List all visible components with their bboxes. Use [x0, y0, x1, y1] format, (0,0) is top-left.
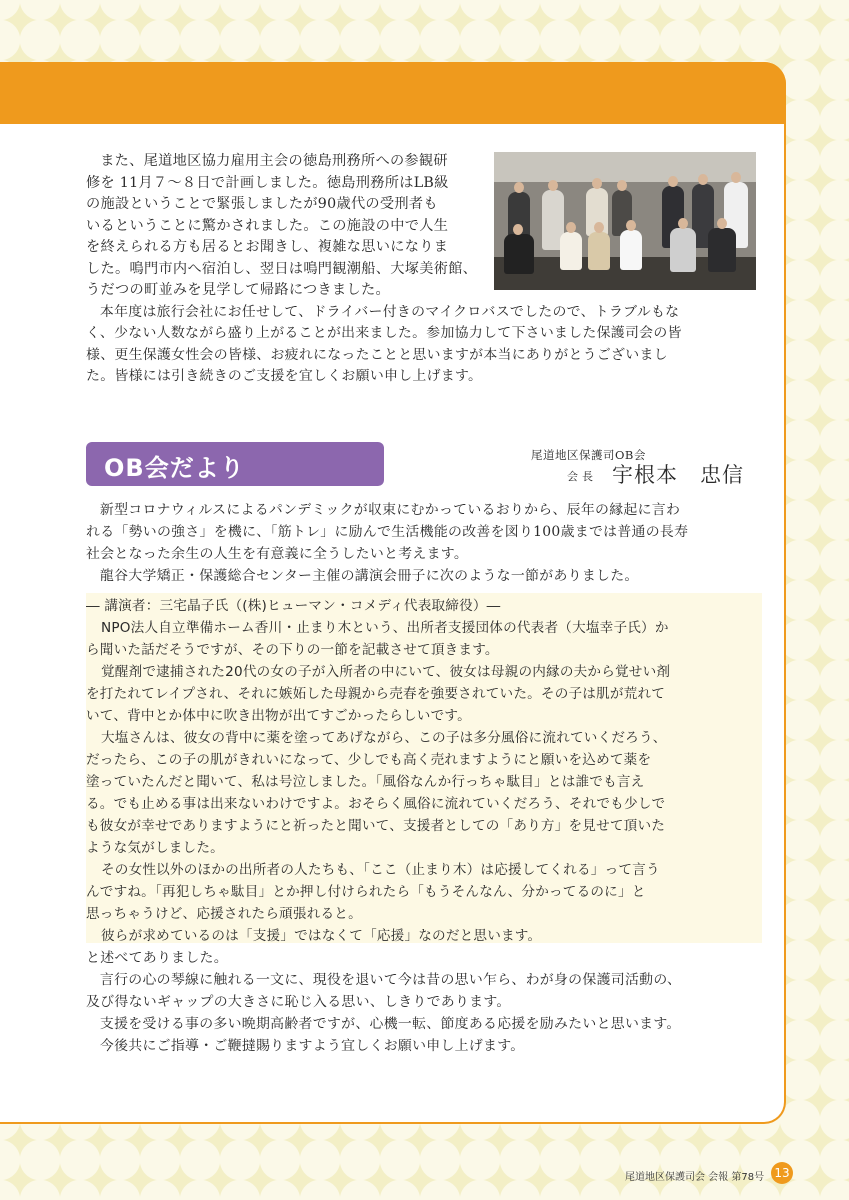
quote-line: その女性以外のほかの出所者の人たちも、「ここ（止まり木）は応援してくれる」って言う	[101, 862, 660, 878]
quote-line: 塗っていたんだと聞いて、私は号泣しました。「風俗なんか行っちゃ駄目」とは誰でも言え	[86, 774, 645, 790]
group-photo	[494, 152, 756, 290]
outro-line: 及び得ないギャップの大きさに恥じ入る思い、しきりであります。	[86, 994, 511, 1010]
article-line: く、少ない人数ながら盛り上がることが出来ました。参加協力して下さいました保護司会の皆	[86, 325, 682, 341]
outro-line: 言行の心の琴線に触れる一文に、現役を退いて今は昔の思い乍ら、わが身の保護司活動の、	[99, 972, 682, 988]
outro-line: 支援を受ける事の多い晩期高齢者ですが、心機一転、節度ある応援を励みたいと思います。	[99, 1016, 681, 1032]
author-role: 会長	[567, 470, 597, 483]
quote-line: ような気がしました。	[86, 840, 224, 856]
quote-line: ら聞いた話だそうですが、その下りの一節を記載させて頂きます。	[86, 642, 499, 658]
article-line: うだつの町並みを見学して帰路につきました。	[86, 282, 390, 298]
photo-person-head	[668, 176, 678, 187]
photo-person	[708, 228, 736, 272]
article-line: また、尾道地区協力雇用主会の徳島刑務所への参観研	[100, 153, 448, 169]
photo-person-head	[566, 222, 576, 233]
photo-person	[588, 232, 610, 270]
quote-line: 覚醒剤で逮捕された20代の女の子が入所者の中にいて、彼女は母親の内縁の夫から覚せい剤	[101, 664, 671, 680]
quote-line: んですね。「再犯しちゃ駄目」とか押し付けられたら「もうそんなん、分かってるのに」と	[86, 884, 646, 900]
quote-line: 彼らが求めているのは「支援」ではなくて「応援」なのだと思います。	[101, 928, 542, 944]
orange-header-bar	[0, 62, 786, 124]
photo-person	[560, 232, 582, 270]
intro-line: 社会となった余生の人生を有意義に全うしたいと考えます。	[86, 546, 469, 562]
quote-line: いて、背中とか体中に吹き出物が出てすごかったらしいです。	[86, 708, 471, 724]
photo-person-head	[548, 180, 558, 191]
photo-person	[670, 228, 696, 272]
article-line: た。皆様には引き続きのご支援を宜しくお願い申し上げます。	[86, 368, 483, 384]
outro-line: 今後共にご指導・ご鞭撻賜りますよう宜しくお願い申し上げます。	[99, 1038, 525, 1054]
intro-line: れる「勢いの強さ」を機に、「筋トレ」に励んで生活機能の改善を図り100歳までは普通の長寿	[86, 524, 689, 540]
quote-line: を打たれてレイプされ、それに嫉妬した母親から売春を強要されていた。その子は肌が荒れて	[86, 686, 666, 702]
photo-person	[620, 230, 642, 270]
photo-person-head	[731, 172, 741, 183]
quote-line: 思っちゃうけど、応援されたら頑張れると。	[86, 906, 362, 922]
photo-person-head	[617, 180, 627, 191]
quote-line: る。でも止める事は出来ないわけですよ。おそらく風俗に流れていくだろう、それでも少しで	[86, 796, 666, 812]
author-organization: 尾道地区保護司OB会	[531, 448, 646, 462]
photo-person-head	[678, 218, 688, 229]
photo-person	[504, 234, 534, 274]
quote-line: だったら、この子の肌がきれいになって、少しでも高く売れますようにと願いを込めて薬を	[86, 752, 652, 768]
quote-line: 大塩さんは、彼女の背中に薬を塗ってあげながら、この子は多分風俗に流れていくだろう、	[101, 730, 667, 746]
intro-line: 龍谷大学矯正・保護総合センター主催の講演会冊子に次のような一節がありました。	[99, 568, 639, 584]
intro-line: 新型コロナウィルスによるパンデミックが収束にむかっているおりから、辰年の縁起に言わ	[99, 502, 681, 518]
article-line: した。鳴門市内へ宿泊し、翌日は鳴門観潮船、大塚美術館、	[86, 261, 478, 277]
photo-person-head	[592, 178, 602, 189]
photo-person-head	[698, 174, 708, 185]
article-line: 本年度は旅行会社にお任せして、ドライバー付きのマイクロバスでしたので、トラブルもな	[99, 304, 680, 320]
article-line: の施設ということで緊張しましたが90歳代の受刑者も	[86, 196, 438, 212]
author-name: 宇根本 忠信	[612, 463, 744, 487]
photo-person-head	[594, 222, 604, 233]
photo-person-head	[717, 218, 727, 229]
photo-building-sign	[494, 152, 756, 182]
section-title: OB会だより	[104, 454, 245, 482]
article-line: 修を 11月７～８日で計画しました。徳島刑務所はLB級	[86, 175, 449, 191]
photo-person-head	[514, 182, 524, 193]
quote-line: NPO法人自立準備ホーム香川・止まり木という、出所者支援団体の代表者（大塩幸子氏）か	[101, 620, 669, 636]
page-number-badge: 13	[771, 1162, 793, 1184]
article-line: を終えられる方も居るとお聞きし、複雑な思いになりま	[86, 239, 449, 255]
outro-line: と述べてありました。	[86, 950, 228, 966]
article-line: いるということに驚かされました。この施設の中で人生	[86, 218, 449, 234]
photo-person-head	[626, 220, 636, 231]
quote-speaker: ― 講演者：三宅晶子氏（(株)ヒューマン・コメディ代表取締役）―	[86, 598, 501, 614]
photo-person-head	[513, 224, 523, 235]
article-line: 様、更生保護女性会の皆様、お疲れになったことと思いますが本当にありがとうございまし	[86, 347, 668, 363]
quote-line: も彼女が幸せでありますようにと祈ったと聞いて、支援者としての「あり方」を見せて頂いた	[86, 818, 666, 834]
publication-footer: 尾道地区保護司会 会報 第78号	[625, 1172, 765, 1183]
